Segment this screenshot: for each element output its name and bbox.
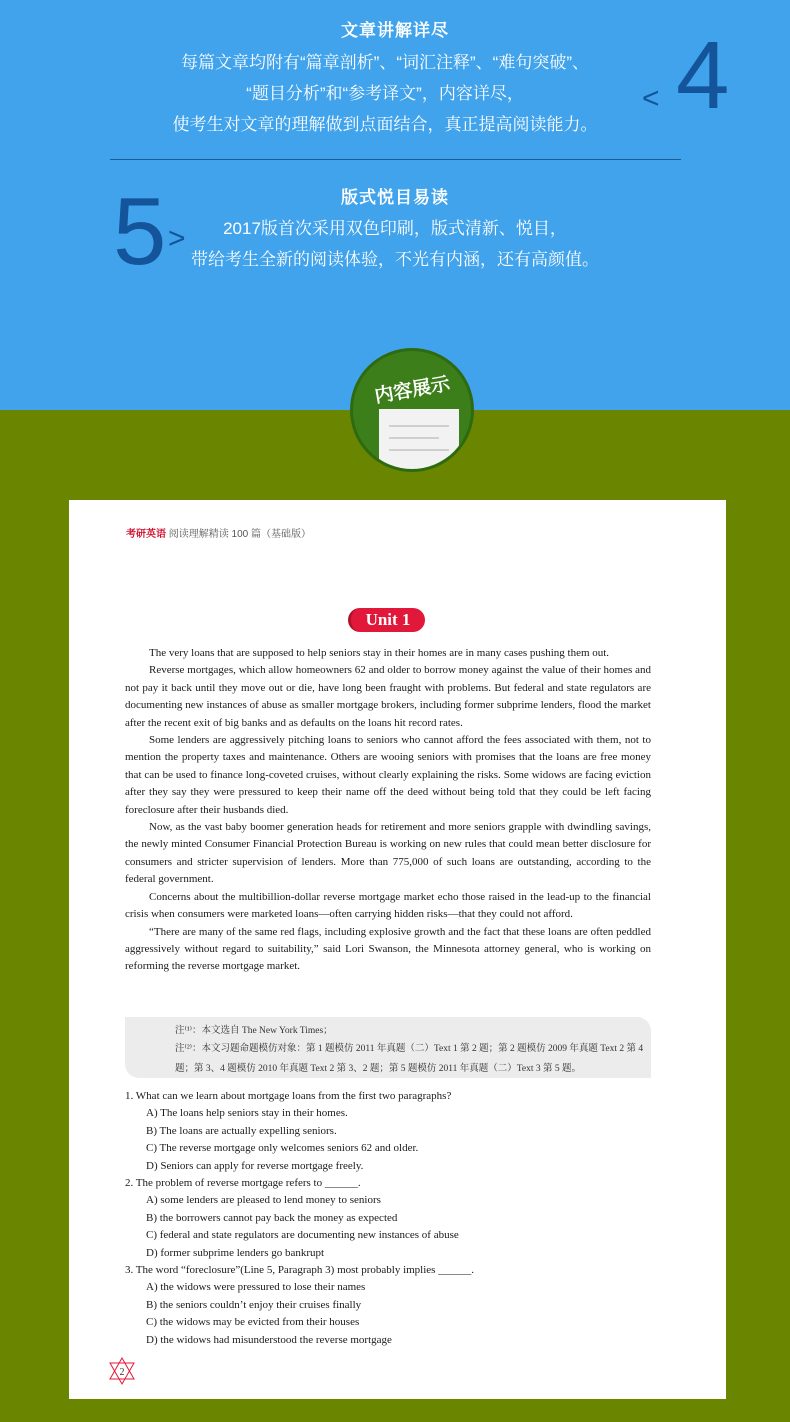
question-option: D) the widows had misunderstood the reverse mortgage (146, 1333, 392, 1346)
feature4-arrow: < (642, 82, 660, 115)
feature5-description (0, 213, 790, 275)
question-option: D) Seniors can apply for reverse mortgage freely. (146, 1159, 364, 1172)
question-option: A) the widows were pressured to lose their names (146, 1281, 366, 1294)
article-paragraph: Now, as the vast baby boomer generation heads for retirement and more seniors grapple with dwindling savings, the newly minted Consumer Financial Protection Bureau is working on new rules that could mean better disclosure for consumers and stricter supervision of lenders. More than 775,000 of such loans are outstanding, according to the federal government. (125, 821, 651, 886)
question-option: B) the borrowers cannot pay back the money as expected (146, 1211, 398, 1224)
questions-list (125, 1088, 651, 1349)
question-option: C) The reverse mortgage only welcomes seniors 62 and older. (146, 1142, 419, 1155)
book-page-preview (69, 500, 726, 1399)
article-body (125, 645, 651, 976)
question-block (125, 1262, 651, 1349)
feature5-line: 2017版首次采用双色印刷，版式清新、悦目， (223, 219, 567, 238)
feature4-title: 文章讲解详尽 (341, 21, 449, 40)
feature4-line: 每篇文章均附有“篇章剖析”、“词汇注释”、“难句突破”、 (181, 53, 589, 72)
page-header (126, 525, 311, 540)
features-banner (0, 0, 790, 410)
feature5-line: 带给考生全新的阅读体验，不光有内涵，还有高颜值。 (191, 250, 599, 269)
feature5-title: 版式悦目易读 (341, 188, 449, 207)
article-paragraph: Some lenders are aggressively pitching loans to seniors who cannot afford the fees associated with them, not to mention the property taxes and maintenance. Others are wooing seniors with promises that the loans are free money that can be used to finance long-coveted cruises, without clearly explaining the risks. Some widows are facing eviction after they say they were pressured to keep their name off the deed without being told that they could be left facing foreclosure after their husbands died. (125, 734, 651, 816)
header-title: 阅读理解精读 100 篇（基础版） (166, 529, 312, 540)
question-stem: 2. The problem of reverse mortgage refers to ______. (125, 1177, 361, 1190)
note-source: 注⁽¹⁾：本文选自 The New York Times； (175, 1026, 333, 1036)
page-number-emblem (107, 1356, 137, 1386)
feature4-line: “题目分析”和“参考译文”，内容详尽， (246, 84, 524, 103)
question-option: B) The loans are actually expelling seniors. (146, 1124, 337, 1137)
question-option: A) some lenders are pleased to lend money to seniors (146, 1194, 381, 1207)
feature4-number: 4 (676, 22, 730, 129)
badge-label: 内容展示 (373, 373, 452, 408)
question-option: D) former subprime lenders go bankrupt (146, 1246, 325, 1259)
question-block (125, 1175, 651, 1262)
note-exam: 注⁽²⁾：本文习题命题模仿对象：第 1 题模仿 2011 年真题（二）Text 1 第 2 题；第 2 题模仿 2009 年真题 Text 2 第 4 题；第 3、4 题模仿 2010 年真题 Text 2 第 3、2 题；第 5 题模仿 2011 年真题（二）Text 3 第 5 题。 (175, 1044, 644, 1074)
feature5-arrow: > (168, 222, 186, 255)
feature4-line: 使考生对文章的理解做到点面结合，真正提高阅读能力。 (172, 115, 598, 134)
question-block (125, 1088, 651, 1175)
feature4-description (0, 47, 780, 140)
article-paragraph: “There are many of the same red flags, including explosive growth and the fact that these loans are often peddled aggressively without regard to suitability,” said Lori Swanson, the Minnesota attorney general, who is working on reforming the reverse mortgage market. (125, 925, 651, 973)
content-showcase-badge (350, 348, 474, 472)
feature5-number: 5 (113, 178, 167, 285)
question-option: A) The loans help seniors stay in their homes. (146, 1107, 348, 1120)
article-paragraph: The very loans that are supposed to help seniors stay in their homes are in many cases pushing them out. (149, 647, 610, 659)
article-paragraph: Concerns about the multibillion-dollar reverse mortgage market echo those raised in the lead-up to the financial crisis when consumers were marketed loans—often carrying hidden risks—that they could not afford. (125, 890, 651, 921)
unit-badge: Unit 1 (348, 608, 425, 632)
document-icon (379, 409, 459, 469)
question-option: C) the widows may be evicted from their houses (146, 1316, 360, 1329)
page-number: 2 (119, 1367, 125, 1378)
section-divider (110, 159, 681, 160)
question-option: B) the seniors couldn’t enjoy their cruises finally (146, 1298, 362, 1311)
question-option: C) federal and state regulators are documenting new instances of abuse (146, 1229, 459, 1242)
question-stem: 3. The word “foreclosure”(Line 5, Paragraph 3) most probably implies ______. (125, 1264, 474, 1277)
star-icon (107, 1356, 137, 1386)
question-stem: 1. What can we learn about mortgage loans from the first two paragraphs? (125, 1090, 452, 1102)
article-paragraph: Reverse mortgages, which allow homeowners 62 and older to borrow money against the value of their homes and not pay it back until they move out or die, have long been fraught with problems. But federal and state regulators are documenting new instances of abuse as smaller mortgage brokers, including former subprime lenders, flood the market after the recent exit of big banks and as defaults on the loans hit record rates. (125, 664, 651, 729)
notes-box (125, 1017, 651, 1078)
header-brand: 考研英语 (126, 529, 166, 540)
